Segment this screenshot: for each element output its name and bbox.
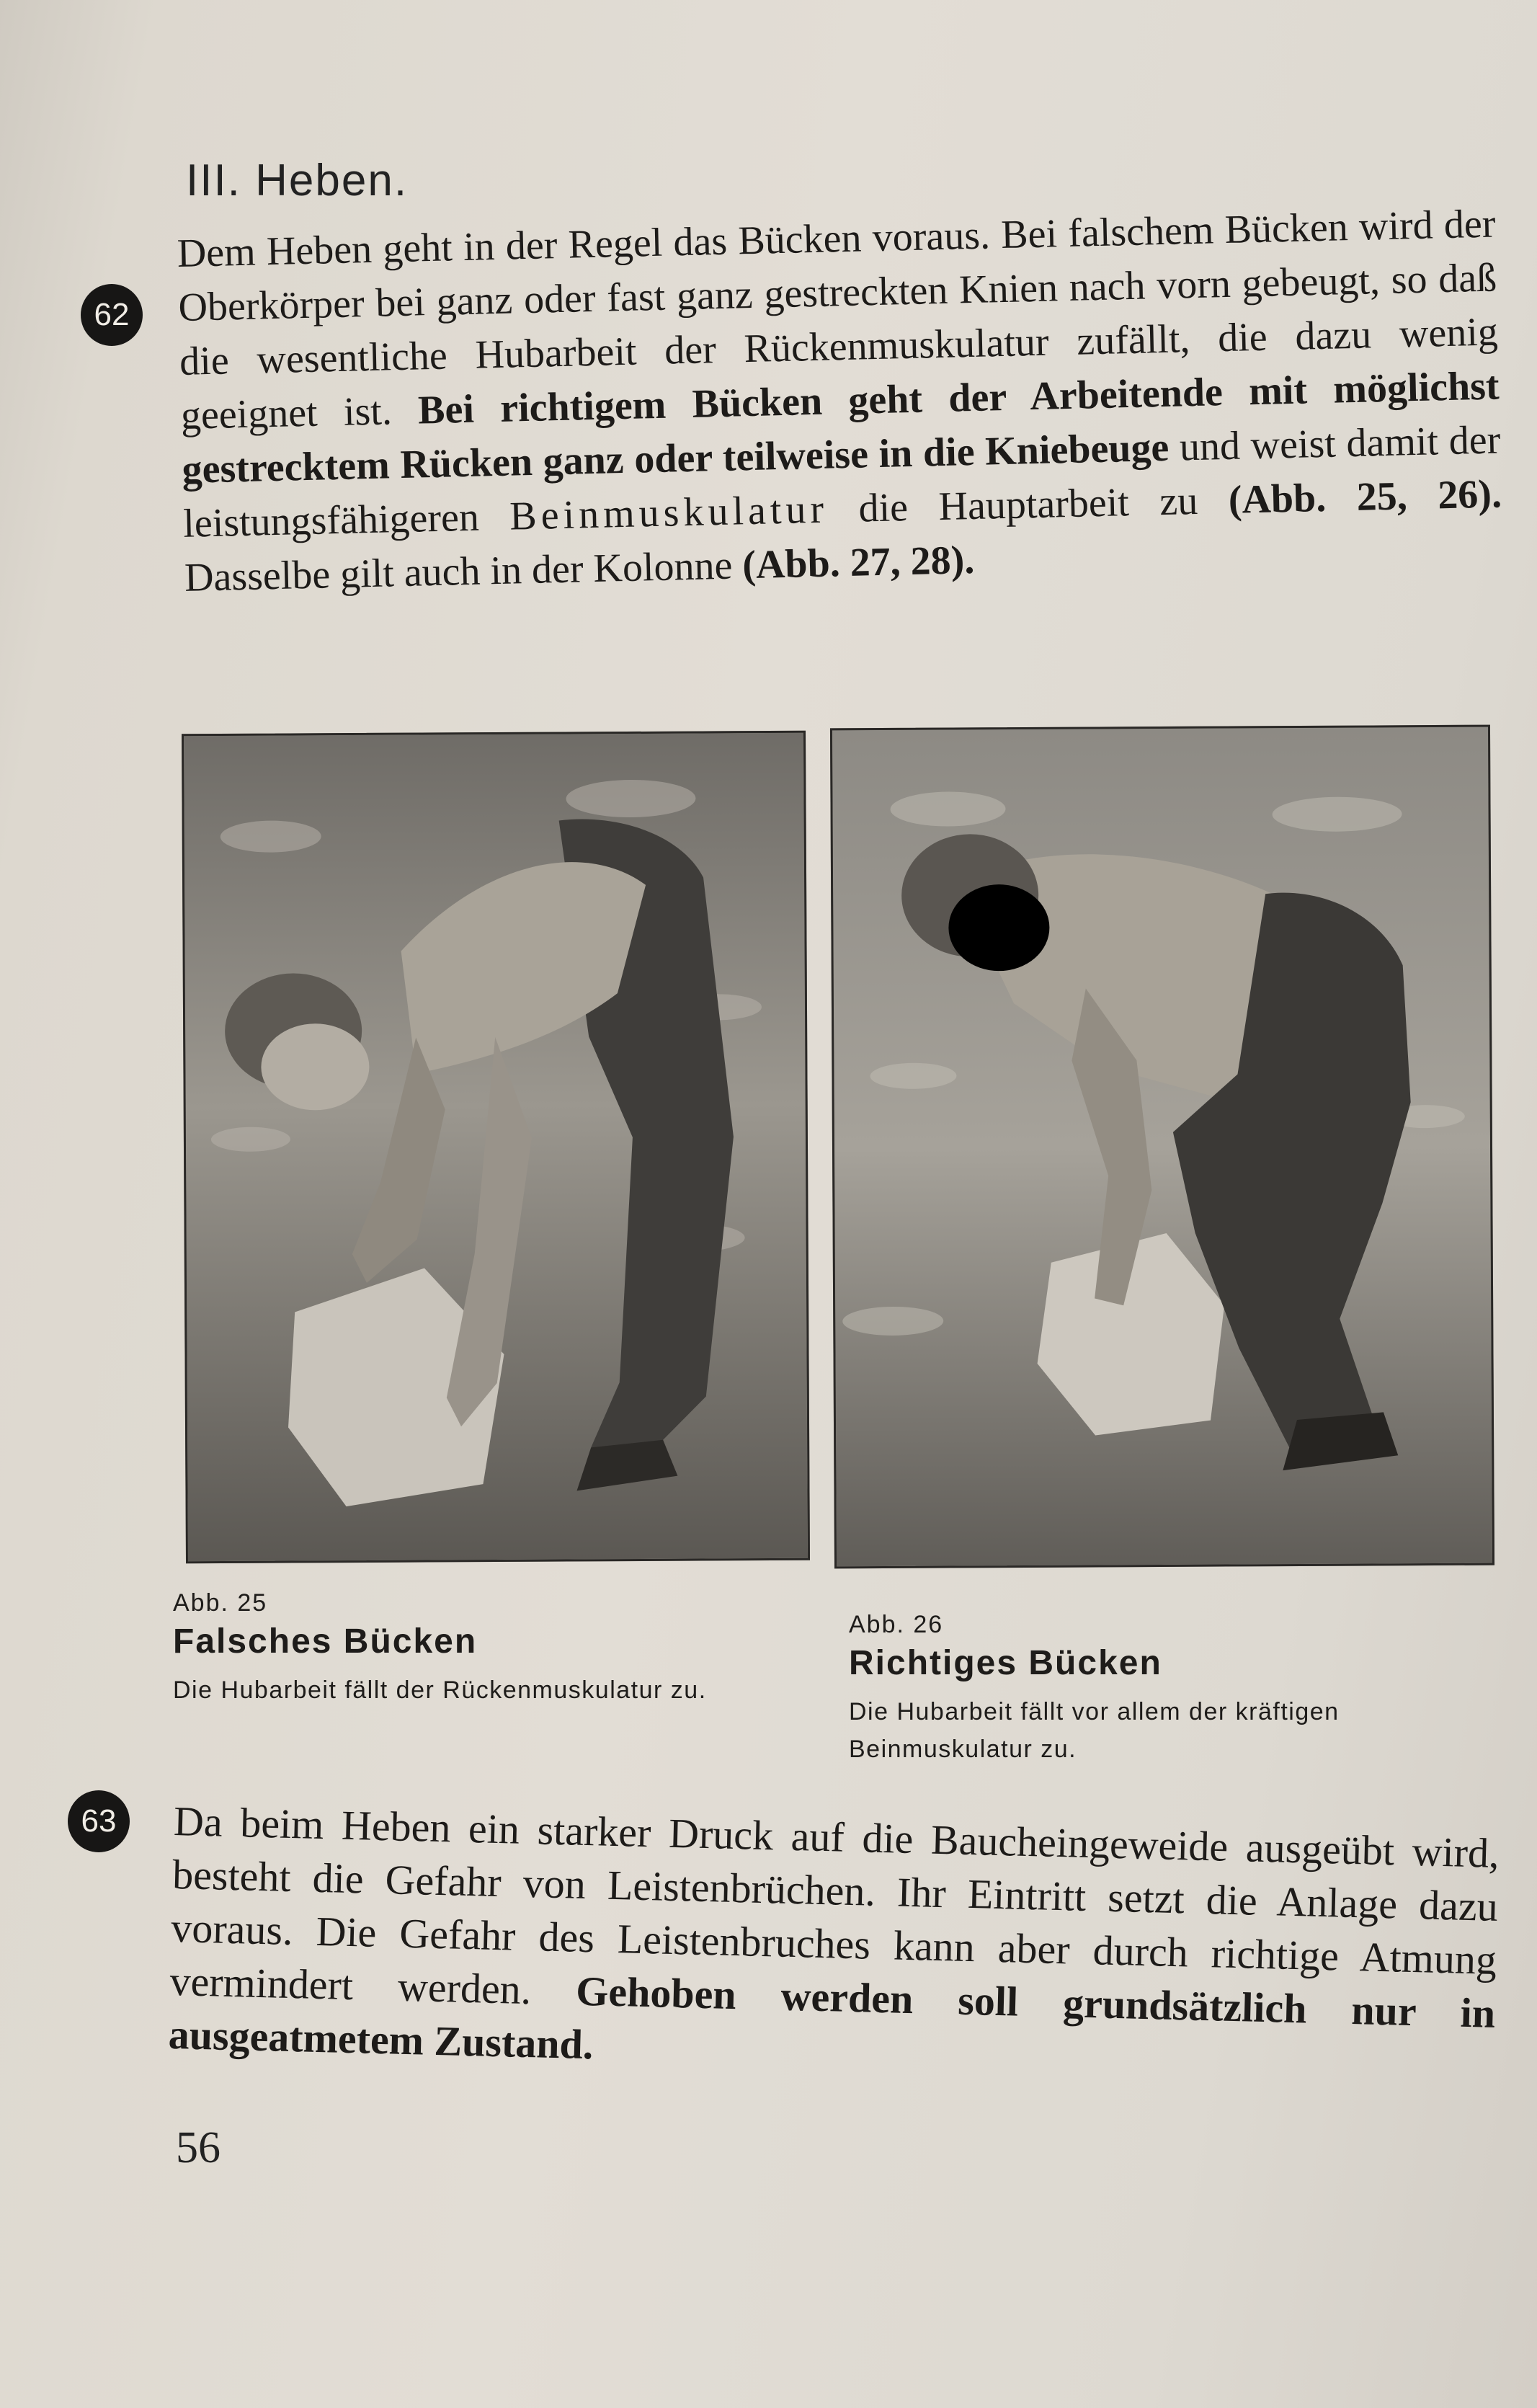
caption-description: Die Hubarbeit fällt der Rückenmuskulatur zu. — [173, 1676, 707, 1704]
caption-description: Die Hubarbeit fällt vor allem der kräftigen Beinmuskulatur zu. — [849, 1698, 1340, 1763]
caption-title: Richtiges Bücken — [849, 1644, 1162, 1682]
section-heading: III. Heben. — [186, 156, 409, 205]
caption-title: Falsches Bücken — [173, 1622, 478, 1661]
figure-reference-27-28: (Abb. 27, 28). — [741, 538, 975, 588]
paragraph-62-text-4: Dasselbe gilt auch in der Kolonne — [184, 543, 734, 600]
figure-reference-25-26: (Abb. 25, 26). — [1228, 471, 1502, 523]
photo-richtiges-buecken — [830, 725, 1494, 1569]
paragraph-62-bold: Bei richtigem Bücken geht der Arbeitende mit möglichst gestrecktem Rücken ganz oder teilweise in die Kniebeuge — [181, 363, 1500, 492]
paragraph-marker-62: 62 — [81, 284, 143, 346]
paragraph-62-spaced: Beinmuskulatur — [509, 487, 829, 539]
paragraph-62-text-2: und weist damit der leistungsfähigeren — [182, 417, 1501, 546]
caption-abb-26 — [849, 1611, 1505, 1768]
paragraph-62-text-3: die Hauptarbeit zu — [857, 478, 1198, 531]
photo-illustration-correct-bending — [832, 727, 1492, 1567]
caption-abb-25 — [173, 1589, 807, 1709]
paragraph-62-text: Dem Heben geht in der Regel das Bücken voraus. Bei falschem Bücken wird der Oberkörper bei ganz oder fast ganz gestreckten Knien nach vorn gebeugt, so daß die wesentliche Hubarbeit der Rückenmuskulatur zufällt, die dazu wenig geeignet ist. — [177, 201, 1499, 438]
paragraph-63-text: Da beim Heben ein starker Druck auf die Baucheingeweide ausgeübt wird, besteht die Gefahr von Leistenbrüchen. Ihr Eintritt setzt die Anlage dazu voraus. Die Gefahr des Leistenbruches kann aber durch richtige Atmung vermindert werden. — [169, 1797, 1500, 2014]
caption-label: Abb. 26 — [849, 1611, 944, 1638]
paragraph-62 — [177, 197, 1503, 605]
caption-label: Abb. 25 — [173, 1589, 268, 1617]
paragraph-63 — [168, 1795, 1500, 2094]
paragraph-marker-63: 63 — [68, 1790, 130, 1852]
paragraph-63-bold: Gehoben werden soll grundsätzlich nur in ausgeatmetem Zustand. — [168, 1967, 1496, 2069]
photo-falsches-buecken — [182, 731, 810, 1564]
page-number: 56 — [176, 2123, 220, 2172]
photo-illustration-wrong-bending — [184, 733, 808, 1561]
